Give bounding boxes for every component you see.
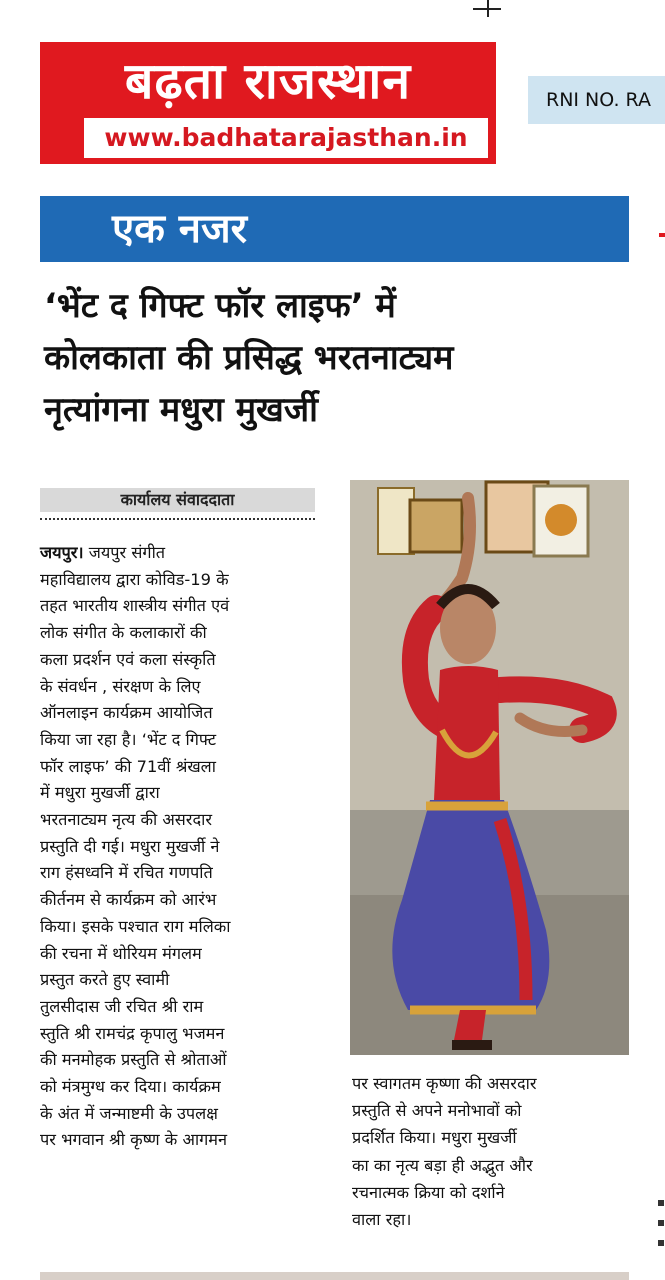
article-line: पर भगवान श्री कृष्ण के आगमन xyxy=(40,1130,228,1150)
byline-bar xyxy=(40,488,315,512)
article-line: तहत भारतीय शास्त्रीय संगीत एवं xyxy=(40,596,230,616)
edge-marks xyxy=(657,1196,665,1256)
article-line: प्रस्तुत करते हुए स्वामी xyxy=(40,970,170,990)
dotted-divider xyxy=(40,518,315,520)
article-line: तुलसीदास जी रचित श्री राम xyxy=(40,996,204,1016)
article-line: लोक संगीत के कलाकारों की xyxy=(40,623,207,643)
byline: कार्यालय संवाददाता xyxy=(120,490,235,509)
article-line: प्रदर्शित किया। मधुरा मुखर्जी xyxy=(352,1128,517,1148)
article-line: की मनमोहक प्रस्तुति से श्रोताओं xyxy=(40,1050,227,1070)
bottom-image-strip xyxy=(40,1272,629,1280)
dateline-city: जयपुर। xyxy=(40,543,84,562)
article-line: स्तुति श्री रामचंद्र कृपालु भजमन xyxy=(40,1023,225,1043)
article-line: को मंत्रमुग्ध कर दिया। कार्यक्रम xyxy=(40,1077,221,1097)
rni-band xyxy=(528,76,665,124)
headline-line: कोलकाता की प्रसिद्ध भरतनाट्यम xyxy=(44,338,454,378)
headline-line: ‘भेंट द गिफ्ट फॉर लाइफ’ में xyxy=(44,286,396,326)
article-text: जयपुर संगीत xyxy=(83,543,166,562)
rni-number: RNI NO. RA xyxy=(546,89,651,111)
cut-text-glyphs xyxy=(657,1196,665,1256)
section-label: एक नजर xyxy=(112,206,248,252)
article-line: का का नृत्य बड़ा ही अद्भुत और xyxy=(352,1155,533,1175)
edge-mark xyxy=(659,233,665,237)
article-line: भरतनाट्यम नृत्य की असरदार xyxy=(40,810,212,830)
article-line: महाविद्यालय द्वारा कोविड-19 के xyxy=(40,569,229,589)
masthead-url-box xyxy=(84,118,488,158)
headline-line: नृत्यांगना मधुरा मुखर्जी xyxy=(44,390,318,430)
article-body-right xyxy=(352,1070,642,1233)
article-line: पर स्वागतम कृष्णा की असरदार xyxy=(352,1074,537,1093)
section-bar xyxy=(40,196,629,262)
article-line: किया। इसके पश्चात राग मलिका xyxy=(40,916,231,936)
newspaper-url: www.badhatarajasthan.in xyxy=(104,123,468,152)
article-line: कीर्तनम से कार्यक्रम को आरंभ xyxy=(40,890,217,910)
dancer-illustration xyxy=(350,480,629,1055)
dancer-photo xyxy=(350,480,629,1055)
article-line: ऑनलाइन कार्यक्रम आयोजित xyxy=(40,703,213,723)
article-headline xyxy=(44,280,644,436)
crop-mark xyxy=(473,8,501,10)
article-line: प्रस्तुति से अपने मनोभावों को xyxy=(352,1101,522,1121)
newspaper-title: बढ़ता राजस्थान xyxy=(124,52,412,110)
article-line: रचनात्मक क्रिया को दर्शाने xyxy=(352,1182,505,1202)
masthead-logo xyxy=(40,42,496,164)
article-body-left xyxy=(40,540,322,1154)
article-line: किया जा रहा है। ‘भेंट द गिफ्ट xyxy=(40,729,217,749)
article-line: कला प्रदर्शन एवं कला संस्कृति xyxy=(40,649,216,669)
article-line: के अंत में जन्माष्टमी के उपलक्ष xyxy=(40,1103,218,1123)
article-line: राग हंसध्वनि में रचित गणपति xyxy=(40,863,213,883)
article-line: के संवर्धन , संरक्षण के लिए xyxy=(40,676,201,696)
article-line: में मधुरा मुखर्जी द्वारा xyxy=(40,783,160,803)
article-line: प्रस्तुति दी गई। मधुरा मुखर्जी ने xyxy=(40,836,220,856)
article-line: की रचना में थोरियम मंगलम xyxy=(40,943,202,963)
article-line: वाला रहा। xyxy=(352,1210,412,1230)
article-line xyxy=(40,540,322,567)
article-line: फॉर लाइफ’ की 71वीं श्रंखला xyxy=(40,756,216,776)
